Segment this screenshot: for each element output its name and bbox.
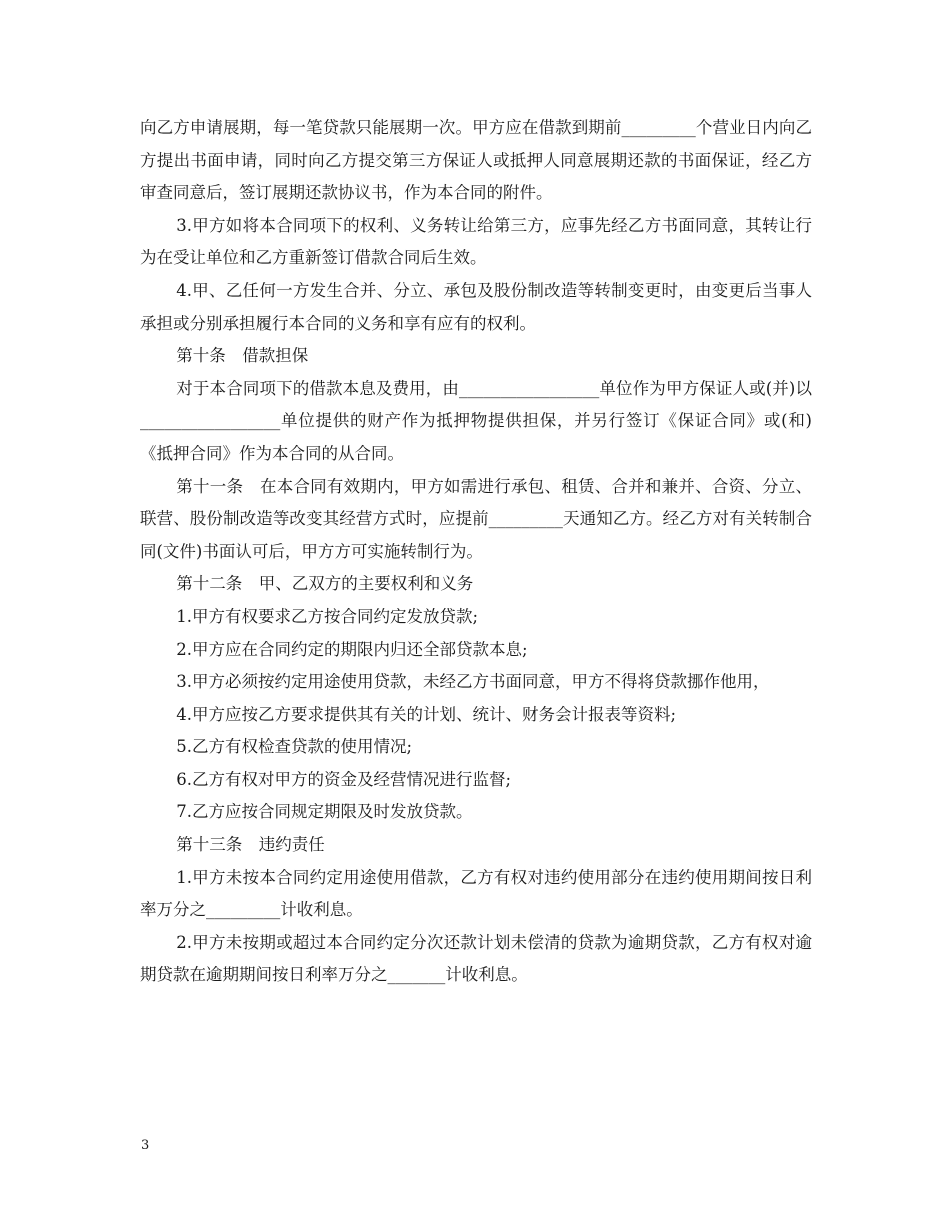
list-item: 1.甲方有权要求乙方按合同约定发放贷款;	[176, 606, 479, 626]
paragraph-extension-application: 向乙方申请展期，每一笔贷款只能展期一次。甲方应在借款到期前_________个营业日内向乙方提出书面申请，同时向乙方提交第三方保证人或抵押人同意展期还款的书面保证，经乙方审查同意后，签订展期还款协议书，作为本合同的附件。	[140, 118, 812, 203]
article-10-heading: 第十条 借款担保	[176, 346, 309, 366]
paragraph-merger-change: 4.甲、乙任何一方发生合并、分立、承包及股份制改造等转制变更时，由变更后当事人承担或分别承担履行本合同的义务和享有应有的权利。	[140, 280, 812, 333]
list-item: 3.甲方必须按约定用途使用贷款，未经乙方书面同意，甲方不得将贷款挪作他用，	[176, 672, 770, 692]
list-item: 7.乙方应按合同规定期限及时发放贷款。	[176, 802, 473, 822]
list-item: 4.甲方应按乙方要求提供其有关的计划、统计、财务会计报表等资料;	[176, 704, 677, 724]
article-13-heading: 第十三条 违约责任	[176, 835, 325, 855]
article-12-heading: 第十二条 甲、乙双方的主要权利和义务	[176, 574, 474, 594]
paragraph-misuse-penalty: 1.甲方未按本合同约定用途使用借款，乙方有权对违约使用部分在违约使用期间按日利率万分之_________计收利息。	[140, 867, 812, 920]
list-item: 6.乙方有权对甲方的资金及经营情况进行监督;	[176, 769, 512, 789]
article-11-paragraph: 第十一条 在本合同有效期内，甲方如需进行承包、租赁、合并和兼并、合资、分立、联营、股份制改造等改变其经营方式时，应提前_________天通知乙方。经乙方对有关转制合同(文件)书面认可后，甲方方可实施转制行为。	[140, 476, 812, 561]
document-body	[140, 112, 812, 992]
paragraph-loan-guarantee: 对于本合同项下的借款本息及费用，由_________________单位作为甲方保证人或(并)以_________________单位提供的财产作为抵押物提供担保，并另行签订《保证合同》或(和)《抵押合同》作为本合同的从合同。	[140, 378, 812, 463]
list-item: 5.乙方有权检查贷款的使用情况;	[176, 737, 413, 757]
page-number: 3	[141, 1138, 150, 1153]
list-item: 2.甲方应在合同约定的期限内归还全部贷款本息;	[176, 639, 528, 659]
paragraph-transfer-rights: 3.甲方如将本合同项下的权利、义务转让给第三方，应事先经乙方书面同意，其转让行为在受让单位和乙方重新签订借款合同后生效。	[140, 215, 812, 268]
paragraph-overdue-penalty: 2.甲方未按期或超过本合同约定分次还款计划未偿清的贷款为逾期贷款，乙方有权对逾期贷款在逾期期间按日利率万分之_______计收利息。	[140, 932, 812, 985]
